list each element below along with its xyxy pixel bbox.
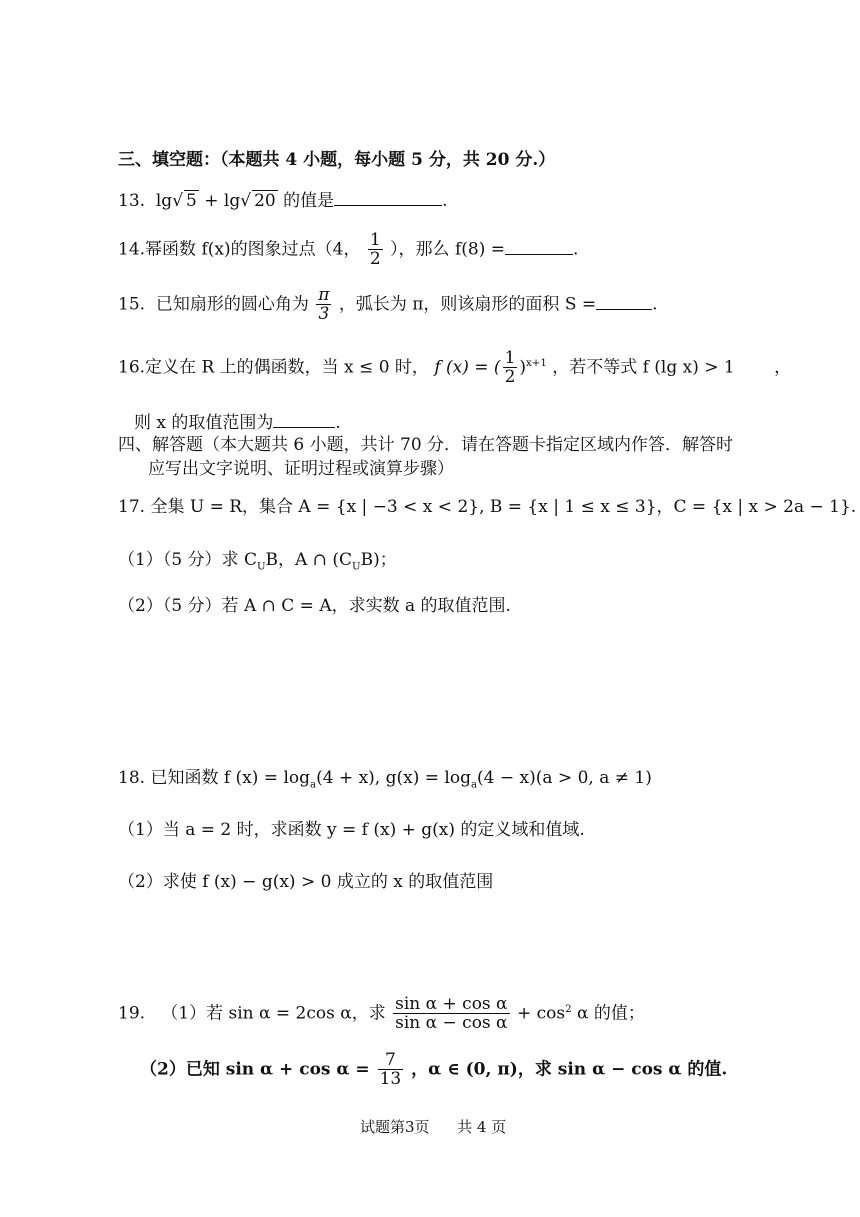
- section-4-heading-line-2: 应写出文字说明、证明过程或演算步骤）: [148, 459, 454, 479]
- question-14: [118, 232, 578, 268]
- q15-number: 15.: [118, 294, 146, 315]
- footer-total-pages: 共 4 页: [457, 1118, 507, 1136]
- q13-number: 13.: [118, 191, 146, 211]
- q17-p1-sub: U: [256, 561, 266, 573]
- question-16-line-2: [134, 410, 341, 433]
- q17-p1-c: B)；: [360, 550, 397, 570]
- q13-radicand-2: 20: [254, 191, 276, 211]
- q15-fraction: [316, 287, 331, 323]
- q17-p1-b: B，A ∩ (C: [265, 550, 353, 570]
- q19-p2-den: 13: [379, 1069, 402, 1089]
- q15-text-b: ，弧长为 π，则该扇形的面积 S =: [338, 294, 597, 315]
- question-19-part-2: [140, 1052, 727, 1088]
- q13-text: 的值是: [283, 191, 335, 211]
- q19-p1-c: α 的值；: [576, 1003, 645, 1024]
- q13-lg1: lg: [155, 191, 173, 211]
- q16-end: .: [335, 413, 341, 433]
- q19-p2-fraction: [378, 1052, 404, 1088]
- footer-page-number: 试题第3页: [360, 1118, 430, 1136]
- question-18-stem: [118, 768, 652, 791]
- q14-text-a: 幂函数 f(x)的图象过点（4，: [145, 239, 361, 260]
- q16-frac-num: 1: [504, 348, 516, 368]
- question-17-stem: 17. 全集 U = R，集合 A = {x | −3 < x < 2}, B = {x | 1 ≤ x ≤ 3}，C = {x | x > 2a − 1}.: [118, 497, 857, 517]
- q16-text-a: 定义在 R 上的偶函数，当 x ≤ 0 时，: [145, 357, 429, 378]
- q16-frac-den: 2: [504, 367, 516, 387]
- q14-frac-num: 1: [369, 230, 381, 250]
- question-13: 13. lg√ 5 + lg√ 20 的值是 .: [118, 188, 448, 211]
- q19-sup: 2: [565, 1003, 572, 1015]
- question-19-part-1: [118, 996, 645, 1032]
- q14-fraction: [368, 232, 383, 268]
- q14-answer-blank[interactable]: [505, 237, 573, 255]
- q18-stem-b: (4 + x), g(x) = log: [316, 768, 471, 788]
- q19-p2-a: （2）已知 sin α + cos α =: [140, 1059, 370, 1080]
- q13-plus: +: [204, 191, 219, 211]
- q13-answer-blank[interactable]: [334, 188, 442, 206]
- question-18-part-1: （1）当 a = 2 时，求函数 y = f (x) + g(x) 的定义域和值域.: [118, 820, 585, 840]
- question-16: [118, 350, 791, 386]
- q18-sub1: a: [310, 779, 317, 791]
- q13-radicand-1: 5: [186, 191, 197, 211]
- section-4-heading: 四、解答题（本大题共 6 小题，共计 70 分．请在答题卡指定区域内作答．解答时: [118, 435, 734, 455]
- q16-exponent: x+1: [526, 357, 547, 369]
- q16-fraction: [503, 350, 518, 386]
- q16-comma: ，: [774, 357, 792, 378]
- q16-number: 16.: [118, 357, 146, 378]
- question-17-part-1: [118, 550, 397, 573]
- q15-frac-den: 3: [316, 304, 331, 323]
- q19-p2-b: ，α ∈ (0, π)，求 sin α − cos α 的值.: [411, 1059, 728, 1080]
- q16-close-paren: ): [519, 357, 527, 378]
- question-18-part-2: （2）求使 f (x) − g(x) > 0 成立的 x 的取值范围: [118, 872, 494, 892]
- question-17-part-2: （2）（5 分）若 A ∩ C = A，求实数 a 的取值范围.: [118, 596, 511, 616]
- q19-frac-den: sin α − cos α: [395, 1013, 508, 1033]
- q15-text-a: 已知扇形的圆心角为: [155, 294, 309, 315]
- q19-frac-num: sin α + cos α: [395, 994, 508, 1014]
- q16-text-b: ，若不等式 f (lg x) > 1: [552, 357, 735, 378]
- q18-sub2: a: [470, 779, 478, 791]
- q16-line2: 则 x 的取值范围为: [134, 413, 274, 433]
- q13-end: .: [442, 191, 448, 211]
- q14-text-b: ），那么 f(8) =: [390, 239, 505, 260]
- q16-answer-blank[interactable]: [273, 410, 335, 428]
- q14-frac-den: 2: [369, 249, 381, 269]
- page-footer: [360, 1118, 506, 1136]
- q17-p1-sub2: U: [352, 561, 361, 573]
- q15-end: .: [652, 294, 658, 315]
- q15-frac-num: π: [318, 285, 330, 305]
- q15-answer-blank[interactable]: [596, 292, 652, 310]
- q19-p1-b: + cos: [516, 1003, 566, 1024]
- q18-stem-c: (4 − x)(a > 0, a ≠ 1): [477, 768, 652, 788]
- q17-p1-a: （1）（5 分）求 C: [118, 550, 257, 570]
- q14-end: .: [573, 239, 579, 260]
- q18-stem-a: 18. 已知函数 f (x) = log: [118, 768, 310, 788]
- q19-fraction: [393, 996, 509, 1032]
- q16-fx: f (x) = (: [434, 357, 501, 378]
- section-3-heading: 三、填空题：（本题共 4 小题，每小题 5 分，共 20 分.）: [118, 150, 556, 170]
- q19-p1-a: （1）若 sin α = 2cos α，求: [161, 1003, 386, 1024]
- q13-lg2: lg: [223, 191, 241, 211]
- q19-p2-num: 7: [384, 1050, 396, 1070]
- q19-number: 19.: [118, 1003, 146, 1024]
- q14-number: 14.: [118, 239, 146, 260]
- question-15: [118, 287, 658, 323]
